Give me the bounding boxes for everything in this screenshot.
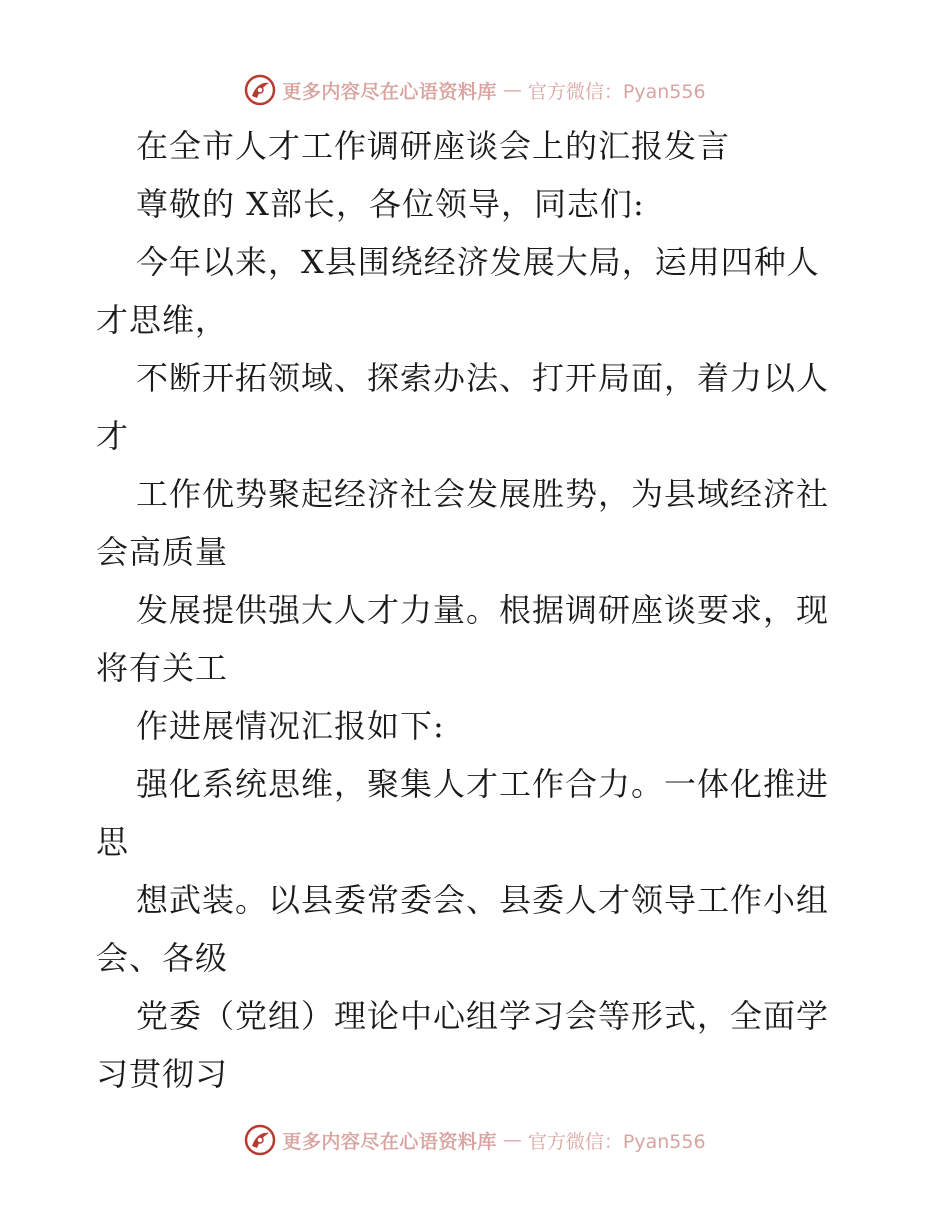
document-line: 强化系统思维，聚集人才工作合力。一体化推进: [136, 765, 830, 803]
header-brand-text: 更多内容尽在心语资料库: [282, 80, 497, 103]
document-line: 今年以来，X县围绕经济发展大局，运用四种人: [136, 243, 820, 281]
document-line: 才: [96, 417, 130, 455]
footer-separator: —: [502, 1129, 522, 1151]
document-line: 习贯彻习: [96, 1055, 229, 1093]
footer-contact-text: 官方微信：Pyan556: [527, 1130, 706, 1153]
header-contact-text: 官方微信：Pyan556: [527, 80, 706, 103]
document-line: 会、各级: [96, 939, 229, 977]
document-line: 在全市人才工作调研座谈会上的汇报发言: [136, 127, 731, 165]
footer-watermark: [0, 1120, 950, 1160]
document-line: 作进展情况汇报如下:: [136, 707, 445, 745]
document-line: 党委（党组）理论中心组学习会等形式，全面学: [136, 997, 830, 1035]
header-watermark: [0, 70, 950, 110]
document-body: [96, 117, 866, 1103]
document-line: 不断开拓领域、探索办法、打开局面，着力以人: [136, 359, 830, 397]
document-line: 会高质量: [96, 533, 229, 571]
document-line: 发展提供强大人才力量。根据调研座谈要求，现: [136, 591, 830, 629]
brand-logo-icon: [244, 1124, 276, 1156]
brand-logo-icon: [244, 74, 276, 106]
footer-brand-text: 更多内容尽在心语资料库: [282, 1130, 497, 1153]
document-line: 才思维，: [96, 301, 229, 339]
document-line: 将有关工: [96, 649, 229, 687]
header-separator: —: [502, 79, 522, 101]
document-line: 思: [96, 823, 130, 861]
document-line: 工作优势聚起经济社会发展胜势，为县域经济社: [136, 475, 830, 513]
document-line: 想武装。以县委常委会、县委人才领导工作小组: [136, 881, 830, 919]
document-line: 尊敬的 X部长，各位领导，同志们:: [136, 185, 645, 223]
